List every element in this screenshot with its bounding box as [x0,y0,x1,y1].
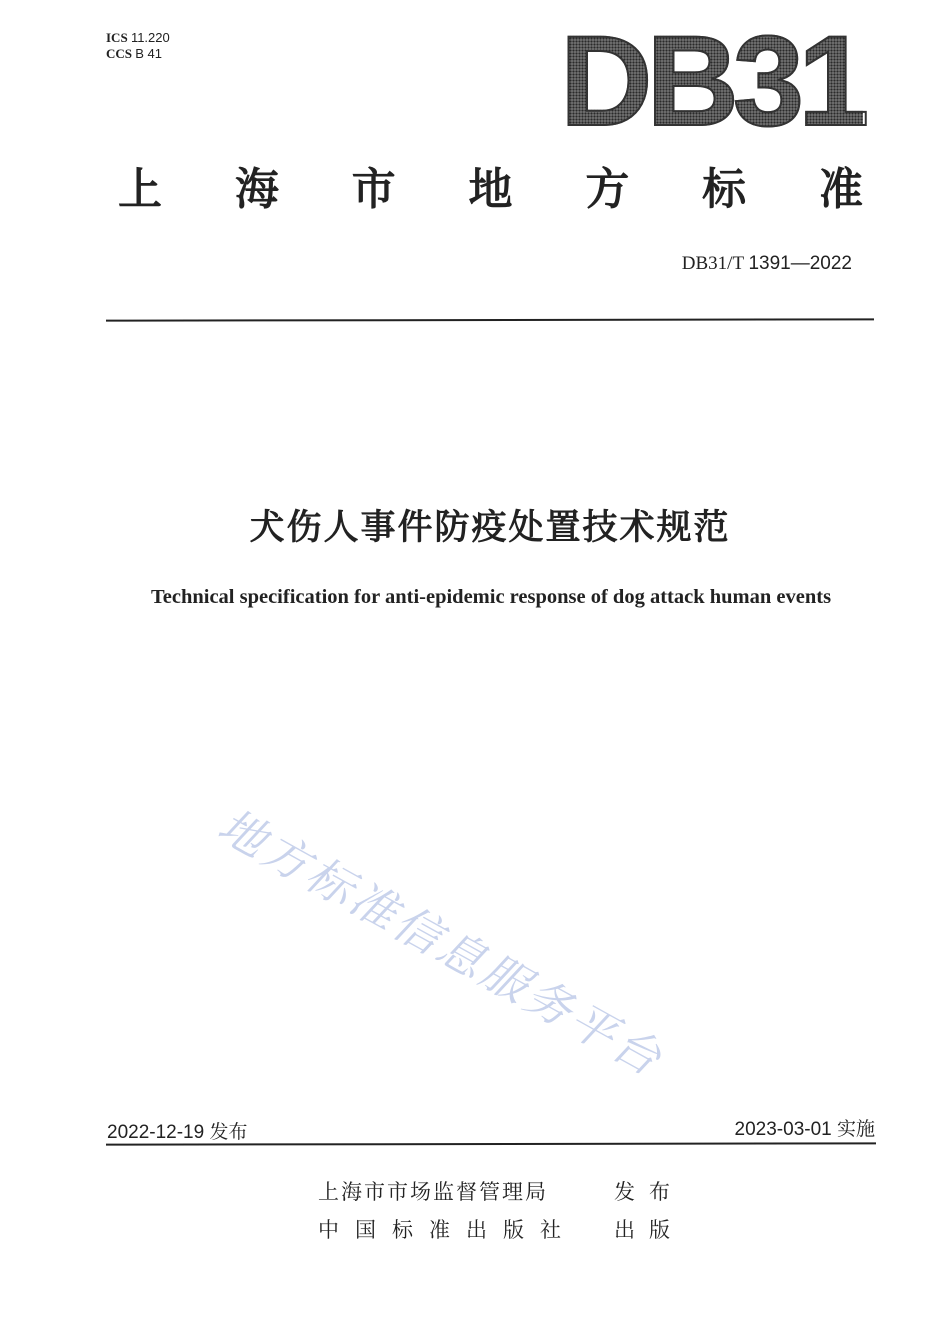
bottom-divider [106,1142,876,1145]
publish-date: 2022-12-19 发布 [107,1122,248,1143]
db31-logo: DB31 [560,10,864,153]
issuer-role: 发布 [614,1180,684,1204]
standard-type-char: 标 [702,164,747,215]
ics-value: 11.220 [130,30,170,45]
classification-codes [106,30,170,62]
standard-type-char: 地 [468,164,513,215]
issuer-name: 上海市市场监督管理局 [318,1180,548,1204]
standard-type-char: 方 [585,164,630,215]
standard-type-char: 上 [118,164,162,215]
standard-type-char: 准 [818,164,863,215]
watermark: 地方标准信息服务平台 [209,797,673,1088]
press-role: 出版 [614,1218,684,1242]
press-name: 中国标准出版社 [318,1218,577,1242]
document-title-chinese: 犬伤人事件防疫处置技术规范 [249,508,731,548]
standard-type-char: 海 [234,164,279,215]
top-divider [106,318,874,321]
implementation-date: 2023-03-01 实施 [734,1119,875,1140]
document-title-english: Technical specification for anti-epidemic response of dog attack human events [150,586,832,608]
ics-code: ICS 11.220 [106,30,170,45]
standard-type-title [118,160,863,220]
ccs-code: CCS B 41 [106,46,163,61]
ccs-value: B 41 [135,46,163,61]
standard-number: DB31/T 1391—2022 [681,253,852,274]
standard-type-char: 市 [351,164,396,215]
